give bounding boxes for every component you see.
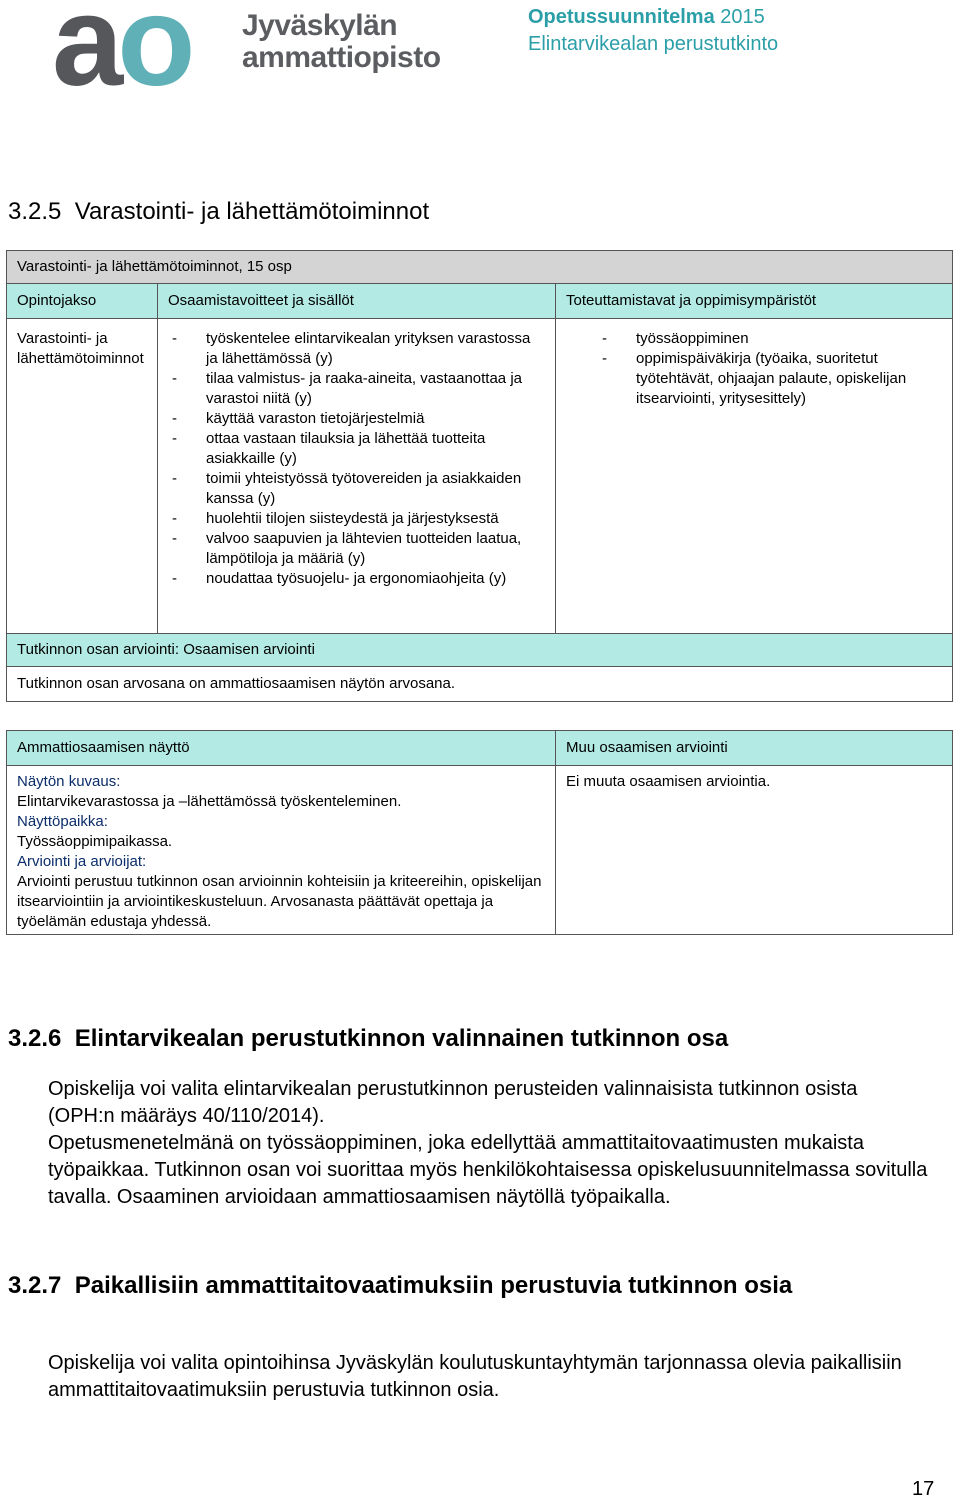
other-assessment-header: Muu osaamisen arviointi bbox=[556, 731, 953, 766]
list-item: - huolehtii tilojen siisteydestä ja järjestyksestä bbox=[168, 509, 537, 529]
section-heading-325: 3.2.5 Varastointi- ja lähettämötoiminnot bbox=[8, 198, 430, 225]
logo-mark: ao bbox=[52, 0, 190, 113]
col-header-methods: Toteuttamistavat ja oppimisympäristöt bbox=[556, 284, 953, 319]
section-heading-327: 3.2.7 Paikallisiin ammattitaitovaatimuksiin perustuvia tutkinnon osia bbox=[8, 1272, 793, 1299]
table-caption: Varastointi- ja lähettämötoiminnot, 15 osp bbox=[7, 251, 953, 284]
goals-list bbox=[168, 329, 545, 589]
evaluation-label: Arviointi ja arvioijat: bbox=[17, 853, 147, 870]
list-item: - toimii yhteistyössä työtovereiden ja asiakkaiden kanssa (y) bbox=[168, 469, 537, 509]
evaluation-text: Arviointi perustuu tutkinnon osan arvioinnin kohteisiin ja kriteereihin, opiskelijan itsearviointiin ja arviointikeskusteluun. Arvosanasta päättävät opettaja ja työelämän edustaja yhdessä. bbox=[17, 873, 542, 930]
logo-wordmark: Jyväskylän ammattiopisto bbox=[242, 9, 441, 74]
demonstration-header: Ammattiosaamisen näyttö bbox=[7, 731, 556, 766]
col-header-goals: Osaamistavoitteet ja sisällöt bbox=[158, 284, 556, 319]
demonstration-table bbox=[6, 730, 953, 935]
col-header-course: Opintojakso bbox=[7, 284, 158, 319]
goals-cell bbox=[158, 319, 556, 634]
plan-year: 2015 bbox=[720, 6, 765, 28]
assessment-text: Tutkinnon osan arvosana on ammattiosaamisen näytön arvosana. bbox=[7, 667, 953, 702]
description-text: Elintarvikevarastossa ja –lähettämössä työskenteleminen. bbox=[17, 793, 402, 810]
methods-list bbox=[566, 329, 942, 409]
list-item: - työssäoppiminen bbox=[598, 329, 926, 349]
page-number: 17 bbox=[912, 1478, 935, 1500]
list-item: - työskentelee elintarvikealan yrityksen varastossa ja lähettämössä (y) bbox=[168, 329, 537, 369]
course-name: Varastointi- ja lähettämötoiminnot bbox=[7, 319, 158, 634]
list-item: - noudattaa työsuojelu- ja ergonomiaohjeita (y) bbox=[168, 569, 537, 589]
document-header bbox=[528, 4, 778, 58]
paragraph: Opiskelija voi valita elintarvikealan perustutkinnon perusteiden valinnaisista tutkinnon osista (OPH:n määräys 40/110/2014). bbox=[48, 1078, 858, 1127]
demonstration-details bbox=[7, 766, 556, 935]
list-item: - oppimispäiväkirja (työaika, suoritetut työtehtävät, ohjaajan palaute, opiskelijan itsearviointi, yritysesittely) bbox=[598, 349, 926, 409]
paragraph: Opiskelija voi valita opintoihinsa Jyväskylän koulutuskuntayhtymän tarjonnassa olevia paikallisiin ammattitaitovaatimuksiin perustuvia tutkinnon osia. bbox=[48, 1352, 902, 1401]
institution-logo bbox=[52, 0, 442, 113]
methods-cell bbox=[556, 319, 953, 634]
plan-title: Opetussuunnitelma bbox=[528, 6, 715, 28]
list-item: - valvoo saapuvien ja lähtevien tuotteiden laatua, lämpötiloja ja määriä (y) bbox=[168, 529, 537, 569]
place-label: Näyttöpaikka: bbox=[17, 813, 108, 830]
section-heading-326: 3.2.6 Elintarvikealan perustutkinnon valinnainen tutkinnon osa bbox=[8, 1025, 729, 1052]
description-label: Näytön kuvaus: bbox=[17, 773, 121, 790]
degree-name: Elintarvikealan perustutkinto bbox=[528, 33, 779, 55]
other-assessment-text: Ei muuta osaamisen arviointia. bbox=[556, 766, 953, 935]
place-text: Työssäoppimipaikassa. bbox=[17, 833, 173, 850]
paragraph: Opetusmenetelmänä on työssäoppiminen, joka edellyttää ammattitaitovaatimusten mukaista työpaikkaa. Tutkinnon osan voi suorittaa myös henkilökohtaisessa opiskelusuunnitelmassa sovitulla tavalla. Osaaminen arvioidaan ammattiosaamisen näytöllä työpaikalla. bbox=[48, 1132, 928, 1208]
list-item: - tilaa valmistus- ja raaka-aineita, vastaanottaa ja varastoi niitä (y) bbox=[168, 369, 537, 409]
list-item: - käyttää varaston tietojärjestelmiä bbox=[168, 409, 537, 429]
assessment-heading: Tutkinnon osan arviointi: Osaamisen arviointi bbox=[7, 634, 953, 667]
list-item: - ottaa vastaan tilauksia ja lähettää tuotteita asiakkaille (y) bbox=[168, 429, 537, 469]
study-unit-table bbox=[6, 250, 953, 702]
